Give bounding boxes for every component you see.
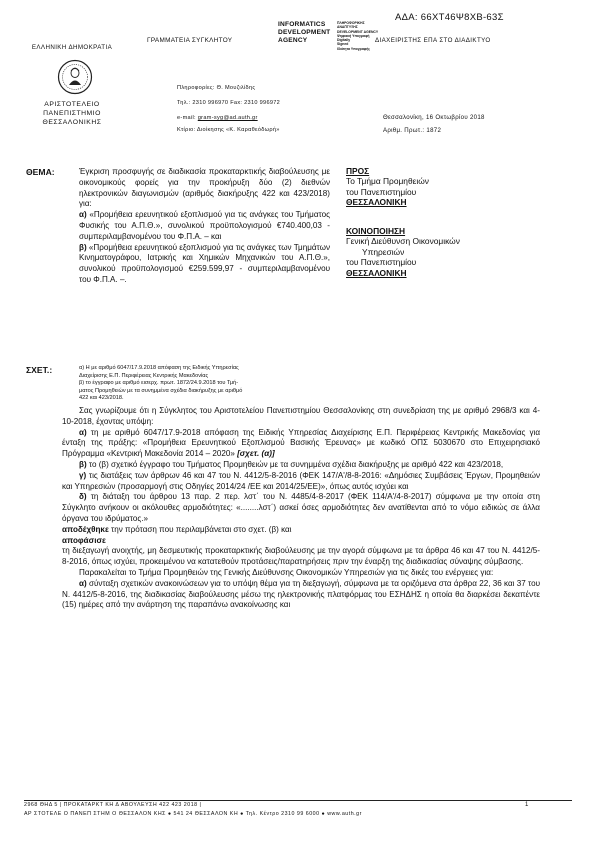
- hellenic-republic-label: ΕΛΛΗΝΙΚΗ ΔΗΜΟΚΡΑΤΙΑ: [31, 44, 113, 51]
- page-number: 1: [525, 802, 529, 808]
- subject-intro: Έγκριση προσφυγής σε διαδικασία προκαταρκτικής διαβούλευσης με οικονομικούς φορείς για την προκήρυξη δύο (2) διεθνών ηλεκτρονικών διαγωνισμών (αριθμός διακήρυξης 422 και 423/2018) για:: [79, 167, 330, 209]
- university-line-3: ΘΕΣΣΑΛΟΝΙΚΗΣ: [42, 119, 102, 126]
- subject-item-b-letter: β): [79, 242, 87, 252]
- to-line-2: του Πανεπιστημίου: [346, 186, 417, 197]
- cc-line-1: Γενική Διεύθυνση Οικονομικών: [346, 236, 460, 247]
- to-line-1: Το Τμήμα Προμηθειών: [346, 176, 429, 187]
- body-item-b-letter: β): [79, 459, 87, 469]
- document-date: Θεσσαλονίκη, 16 Οκτωβρίου 2018: [383, 114, 485, 121]
- secretariat-label: ΓΡΑΜΜΑΤΕΙΑ ΣΥΓΚΛΗΤΟΥ: [147, 37, 233, 44]
- body-item-g-letter: γ): [79, 470, 87, 480]
- body-item-d: δ) τη διάταξη του άρθρου 13 παρ. 2 περ. λστ΄ του Ν. 4485/4-8-2017 (ΦΕΚ 114/Α'/4-8-2017) σύμφωνα με την οποία στη Σύγκλητο ανήκουν οι ακόλουθες αρμοδιότητες: «........λστ΄) ασκεί όσες αρμοδιότητες δεν ανατίθενται από το νόμο ειδικώς σε άλλα όργανα του ιδρύματος.»: [62, 492, 540, 523]
- email-label: e-mail:: [177, 115, 196, 121]
- reference-text: [79, 365, 341, 403]
- university-name: [22, 100, 122, 127]
- reference-line-2: Διαχείρισης Ε.Π. Περιφέρειας Κεντρικής Μακεδονίας: [79, 372, 209, 379]
- body-final-letter: α): [79, 578, 87, 588]
- info-line-3: AGENCY: [278, 37, 308, 45]
- digital-signature-stamp: [337, 21, 378, 51]
- reference-line-3: β) το έγγραφο με αριθμό εισερχ. πρωτ. 1872/24.9.2018 του Τμή-: [79, 380, 239, 387]
- subject-item-b: β) «Προμήθεια ερευνητικού εξοπλισμού για τις ανάγκες των Τμημάτων Κινηματογράφου, Ιατρικής και Χημικών Μηχανικών του Α.Π.Θ.», συνολικού προϋπολογισμού €259.599,97 - συμπεριλαμβανομένου του Φ.Π.Α. –.: [79, 242, 330, 284]
- body-item-b: β) το (β) σχετικό έγγραφο του Τμήματος Προμηθειών με τα συνημμένα σχέδια διακήρυξης με αριθμό 422 και 423/2018,: [79, 459, 504, 469]
- footer-divider: [24, 800, 572, 801]
- stamp-line-3: DEVELOPMENT AGENCY: [337, 29, 379, 34]
- footer-document-code: 2968 ΘΗΔ 5 | ΠΡΟΚΑΤΑΡΚΤ ΚΗ Δ ΑΒΟΥΛΕΥΣΗ 422 423 2018 |: [24, 802, 202, 808]
- university-seal-icon: [57, 59, 93, 95]
- contact-email-row: [177, 115, 258, 121]
- informatics-development-agency: [278, 21, 330, 46]
- stamp-line-4: Ψηφιακή Υπογραφή: [337, 33, 370, 38]
- accepted-word: αποδέχθηκε: [62, 524, 109, 534]
- body-item-a: α) τη με αριθμό 6047/17.9-2018 απόφαση της Ειδικής Υπηρεσίας Διαχείρισης Ε.Π. Περιφέρειας Κεντρικής Μακεδονίας για ένταξη της πράξης: «Προμήθεια Ερευνητικού Εξοπλισμού Βασικής Έρευνας» με κωδικό ΟΠΣ 5030670 στο Επιχειρησιακό Πρόγραμμα «Κεντρική Μακεδονία 2014 – 2020» [σχετ. (α)]: [62, 427, 541, 459]
- info-line-1: INFORMATICS: [278, 21, 326, 28]
- university-line-1: ΑΡΙΣΤΟΤΕΛΕΙΟ: [44, 101, 100, 108]
- reference-line-5: 422 και 423/2018.: [79, 395, 124, 402]
- cc-city: ΘΕΣΣΑΛΟΝΙΚΗ: [346, 267, 407, 278]
- university-line-2: ΠΑΝΕΠΙΣΤΗΜΙΟ: [43, 110, 101, 117]
- directorate-label: ΔΙΑΧΕΙΡΙΣΤΗΣ ΕΠΑ ΣΤΟ ΔΙΑΔΙΚΤΥΟ: [375, 37, 491, 44]
- stamp-line-7: Ιδιότητα Υπογραφής: [337, 46, 371, 51]
- subject-label: ΘΕΜΑ:: [26, 167, 55, 177]
- footer-address: ΑΡ ΣΤΟΤΕΛΕ Ο ΠΑΝΕΠ ΣΤΗΜ Ο ΘΕΣΣΑΛΟΝ ΚΗΣ ● 541 24 ΘΕΣΣΑΛΟΝ ΚΗ ● Τηλ. Κέντρο 2310 99 6000 ● www.auth.gr: [24, 811, 362, 817]
- stamp-line-6: Signed: [337, 42, 349, 47]
- body-intro: Σας γνωρίζουμε ότι η Σύγκλητος του Αριστοτελείου Πανεπιστημίου Θεσσαλονίκης στη συνεδρίαση της με αριθμό 2968/3 και 4-10-2018, έχοντας υπόψη:: [62, 406, 540, 426]
- body-accepted: αποδέχθηκε την πρόταση που περιλαμβάνεται στο σχετ. (β) και: [62, 524, 292, 534]
- body-item-d-letter: δ): [79, 492, 87, 502]
- cc-line-2: Υπηρεσιών: [362, 246, 405, 257]
- body-item-a-ref: [σχετ. (α)]: [237, 449, 275, 459]
- recipients-to: [346, 166, 429, 208]
- subject-item-a: α) «Προμήθεια ερευνητικού εξοπλισμού για τις ανάγκες του Τμήματος Φυσικής του Α.Π.Θ.», συνολικού προϋπολογισμού €740.400,03 - συμπεριλαμβανομένου του Φ.Π.Α. – και: [79, 210, 331, 241]
- cc-line-3: του Πανεπιστημίου: [346, 257, 417, 268]
- reference-label: ΣΧΕΤ.:: [26, 365, 53, 375]
- reference-line-4: ματος Προμηθειών με τα συνημμένα σχέδια διακήρυξης με αριθμό: [79, 387, 243, 394]
- subject-item-a-letter: α): [79, 210, 87, 220]
- body-final-item: α) σύνταξη σχετικών ανακοινώσεων για το υπόψη θέμα για τη διεξαγωγή, σύμφωνα με τα οριζόμενα στα άρθρα 22, 36 και 37 του Ν. 4412/5-8-2016, της διαδικασίας διαβούλευσης μέσω της ηλεκτρονικής πλατφόρμας του ΕΣΗΔΗΣ η οποία θα διαρκέσει δεκαπέντε (15) ημέρες από την ανάρτηση της παραπάνω ανακοίνωσης και: [62, 578, 540, 610]
- contact-building: Κτίριο: Διοίκησης «Κ. Καραθεόδωρή»: [177, 127, 280, 133]
- stamp-line-5: Digitally: [337, 38, 351, 43]
- cc-label: ΚΟΙΝΟΠΟΙΗΣΗ: [346, 226, 406, 236]
- reference-line-1: α) Η με αριθμό 6047/17.9.2018 απόφαση της Ειδικής Υπηρεσίας: [79, 365, 239, 371]
- body-item-g: γ) τις διατάξεις των άρθρων 46 και 47 του Ν. 4412/5-8-2016 (ΦΕΚ 147/Α'/8-8-2016: «Δημόσιες Συμβάσεις Έργων, Προμηθειών και Υπηρεσιών (προσαρμογή στις Οδηγίες 2014/24 /ΕΕ και 2014/25/ΕΕ)», όπως αυτός ισχύει και: [62, 470, 541, 491]
- subject-text: [79, 167, 330, 286]
- ada-code: ΑΔΑ: 66ΧΤ46Ψ8ΧΒ-63Σ: [395, 12, 504, 23]
- body-item-a-letter: α): [79, 427, 87, 437]
- contact-info: Πληροφορίες: Θ. Μουζιλίδης: [177, 85, 256, 91]
- document-body: [62, 406, 540, 611]
- stamp-line-1: ΠΛΗΡΟΦΟΡΙΚΗΣ: [337, 21, 365, 25]
- body-decided: αποφάσισε: [62, 535, 106, 545]
- to-label: ΠΡΟΣ: [346, 166, 370, 176]
- email-link[interactable]: gram-syg@ad.auth.gr: [197, 115, 258, 121]
- stamp-line-2: ΑΝΑΠΤΥΞΗΣ: [337, 25, 358, 30]
- recipients-cc: [346, 226, 460, 278]
- body-decision: τη διεξαγωγή ανοιχτής, μη δεσμευτικής προκαταρκτικής διαβούλευσης με την αγορά σύμφωνα με τα άρθρα 46 και 47 του Ν. 4412/5-8-2016, όπως ισχύει, προκειμένου να κατατεθούν προτάσεις/παρατηρήσεις πριν την έναρξη της διαδικασίας σύναψης σύμβασης.: [62, 546, 540, 567]
- info-line-2: DEVELOPMENT: [278, 29, 331, 37]
- contact-phone: Τηλ.: 2310 996970 Fax: 2310 996972: [177, 100, 281, 106]
- protocol-number: Αριθμ. Πρωτ.: 1872: [383, 127, 442, 134]
- to-city: ΘΕΣΣΑΛΟΝΙΚΗ: [346, 197, 407, 208]
- body-request: Παρακαλείται το Τμήμα Προμηθειών της Γενικής Διεύθυνσης Οικονομικών Υπηρεσιών για τις δικές του ενέργειες για:: [79, 567, 494, 577]
